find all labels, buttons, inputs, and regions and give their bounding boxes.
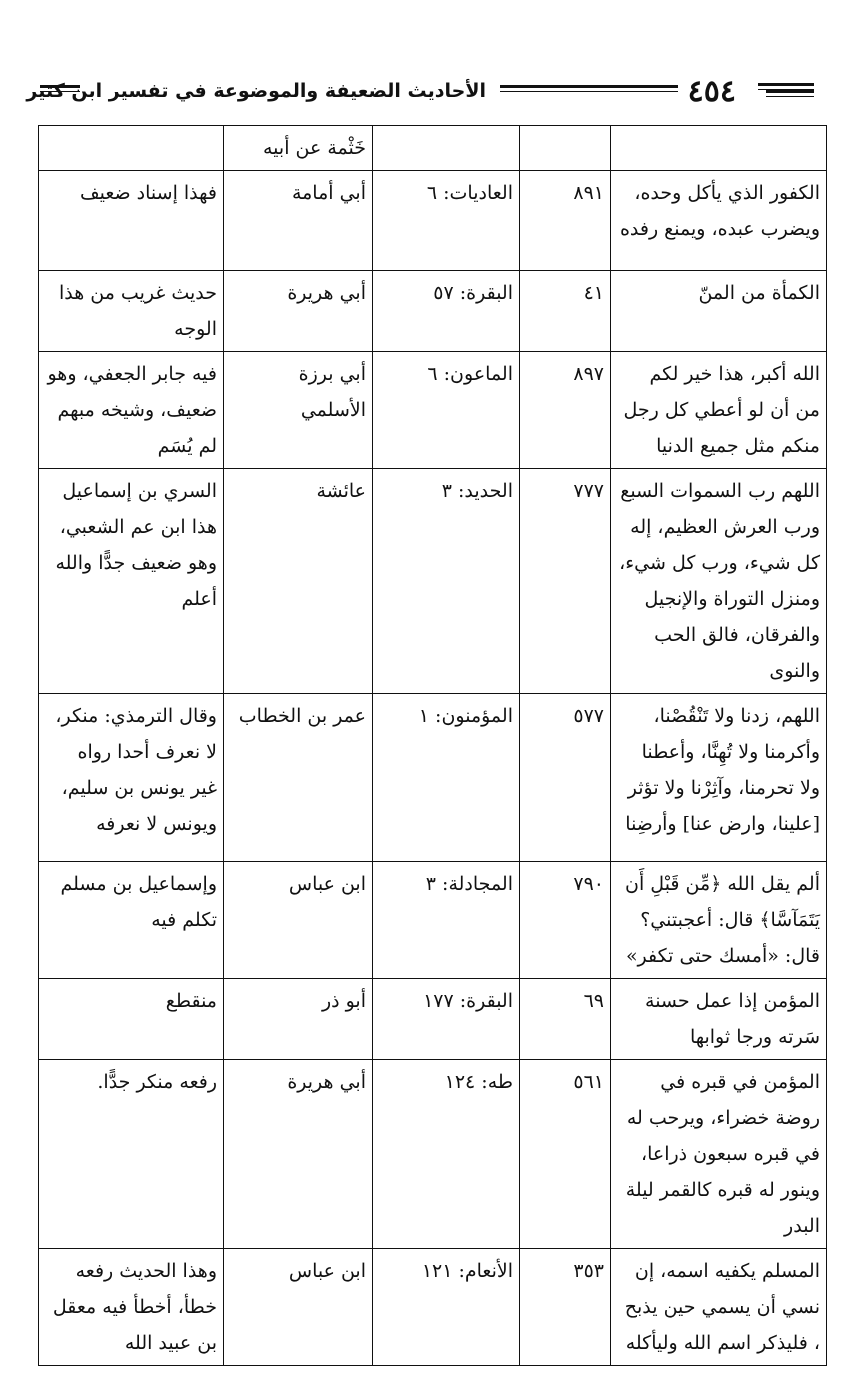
page-header (26, 72, 814, 112)
cell-number: ٦٩ (520, 979, 611, 1060)
cell-surah: العاديات: ٦ (373, 171, 520, 271)
header-rule-middle (500, 85, 678, 92)
table-row (39, 126, 827, 171)
cell-grade (39, 126, 224, 171)
cell-number: ٥٦١ (520, 1060, 611, 1249)
cell-text: اللهم، زدنا ولا تَنْقُصْنا، وأكرمنا ولا تُهِنَّا، وأعطنا ولا تحرمنا، وآثِرْنا ولا تؤثر [علينا، وارض عنا] وأرضِنا (611, 694, 827, 862)
cell-number: ٨٩٧ (520, 352, 611, 469)
cell-grade: رفعه منكر جدًّا. (39, 1060, 224, 1249)
table-row (39, 862, 827, 979)
cell-narrator: أبي أمامة (224, 171, 373, 271)
cell-narrator: عمر بن الخطاب (224, 694, 373, 862)
cell-number (520, 126, 611, 171)
cell-text: ألم يقل الله ﴿مِّن قَبْلِ أَن يَتَمَآسَّا﴾ قال: أعجبتني؟ قال: «أمسك حتى تكفر» (611, 862, 827, 979)
running-title: الأحاديث الضعيفة والموضوعة في تفسير ابن كثير (26, 80, 486, 102)
cell-number: ٣٥٣ (520, 1249, 611, 1366)
table-row (39, 171, 827, 271)
cell-text: اللهم رب السموات السبع ورب العرش العظيم، إله كل شيء، ورب كل شيء، ومنزل التوراة والإنجيل والفرقان، فالق الحب والنوى (611, 469, 827, 694)
cell-number: ٨٩١ (520, 171, 611, 271)
cell-grade: السري بن إسماعيل هذا ابن عم الشعبي، وهو ضعيف جدًّا والله أعلم (39, 469, 224, 694)
header-rule-left (40, 85, 80, 92)
header-rule-right (758, 83, 814, 90)
table-row (39, 979, 827, 1060)
cell-surah: المؤمنون: ١ (373, 694, 520, 862)
cell-text: المؤمن في قبره في روضة خضراء، ويرحب له في قبره سبعون ذراعا، وينور له قبره كالقمر ليلة البدر (611, 1060, 827, 1249)
table-row (39, 352, 827, 469)
cell-narrator: أبي برزة الأسلمي (224, 352, 373, 469)
cell-number: ٧٧٧ (520, 469, 611, 694)
cell-grade: وقال الترمذي: منكر، لا نعرف أحدا رواه غير يونس بن سليم، ويونس لا نعرفه (39, 694, 224, 862)
hadith-table (38, 125, 827, 1366)
cell-grade: حديث غريب من هذا الوجه (39, 271, 224, 352)
cell-surah: الحديد: ٣ (373, 469, 520, 694)
table-row (39, 271, 827, 352)
table-row (39, 1249, 827, 1366)
table-row (39, 469, 827, 694)
cell-surah (373, 126, 520, 171)
table-row (39, 1060, 827, 1249)
cell-surah: البقرة: ٥٧ (373, 271, 520, 352)
cell-surah: المجادلة: ٣ (373, 862, 520, 979)
cell-narrator: أبي هريرة (224, 1060, 373, 1249)
cell-text: الله أكبر، هذا خير لكم من أن لو أعطي كل رجل منكم مثل جميع الدنيا (611, 352, 827, 469)
cell-narrator: ابن عباس (224, 862, 373, 979)
cell-text: الكمأة من المنّ (611, 271, 827, 352)
cell-narrator: عائشة (224, 469, 373, 694)
cell-text: المسلم يكفيه اسمه، إن نسي أن يسمي حين يذبح ، فليذكر اسم الله وليأكله (611, 1249, 827, 1366)
cell-narrator: ابن عباس (224, 1249, 373, 1366)
cell-surah: البقرة: ١٧٧ (373, 979, 520, 1060)
cell-text: الكفور الذي يأكل وحده، ويضرب عبده، ويمنع رفده (611, 171, 827, 271)
cell-number: ٥٧٧ (520, 694, 611, 862)
page-number: ٤٥٤ (687, 74, 736, 109)
header-rule-right-lower (766, 90, 814, 97)
cell-grade: فيه جابر الجعفي، وهو ضعيف، وشيخه مبهم لم يُسَم (39, 352, 224, 469)
cell-narrator: خَثْمة عن أبيه (224, 126, 373, 171)
cell-surah: الماعون: ٦ (373, 352, 520, 469)
cell-grade: فهذا إسناد ضعيف (39, 171, 224, 271)
cell-surah: طه: ١٢٤ (373, 1060, 520, 1249)
cell-narrator: أبي هريرة (224, 271, 373, 352)
table-row (39, 694, 827, 862)
cell-grade: وإسماعيل بن مسلم تكلم فيه (39, 862, 224, 979)
cell-number: ٧٩٠ (520, 862, 611, 979)
cell-grade: منقطع (39, 979, 224, 1060)
cell-number: ٤١ (520, 271, 611, 352)
cell-text (611, 126, 827, 171)
cell-text: المؤمن إذا عمل حسنة سَرته ورجا ثوابها (611, 979, 827, 1060)
cell-surah: الأنعام: ١٢١ (373, 1249, 520, 1366)
cell-narrator: أبو ذر (224, 979, 373, 1060)
cell-grade: وهذا الحديث رفعه خطأ، أخطأ فيه معقل بن عبيد الله (39, 1249, 224, 1366)
